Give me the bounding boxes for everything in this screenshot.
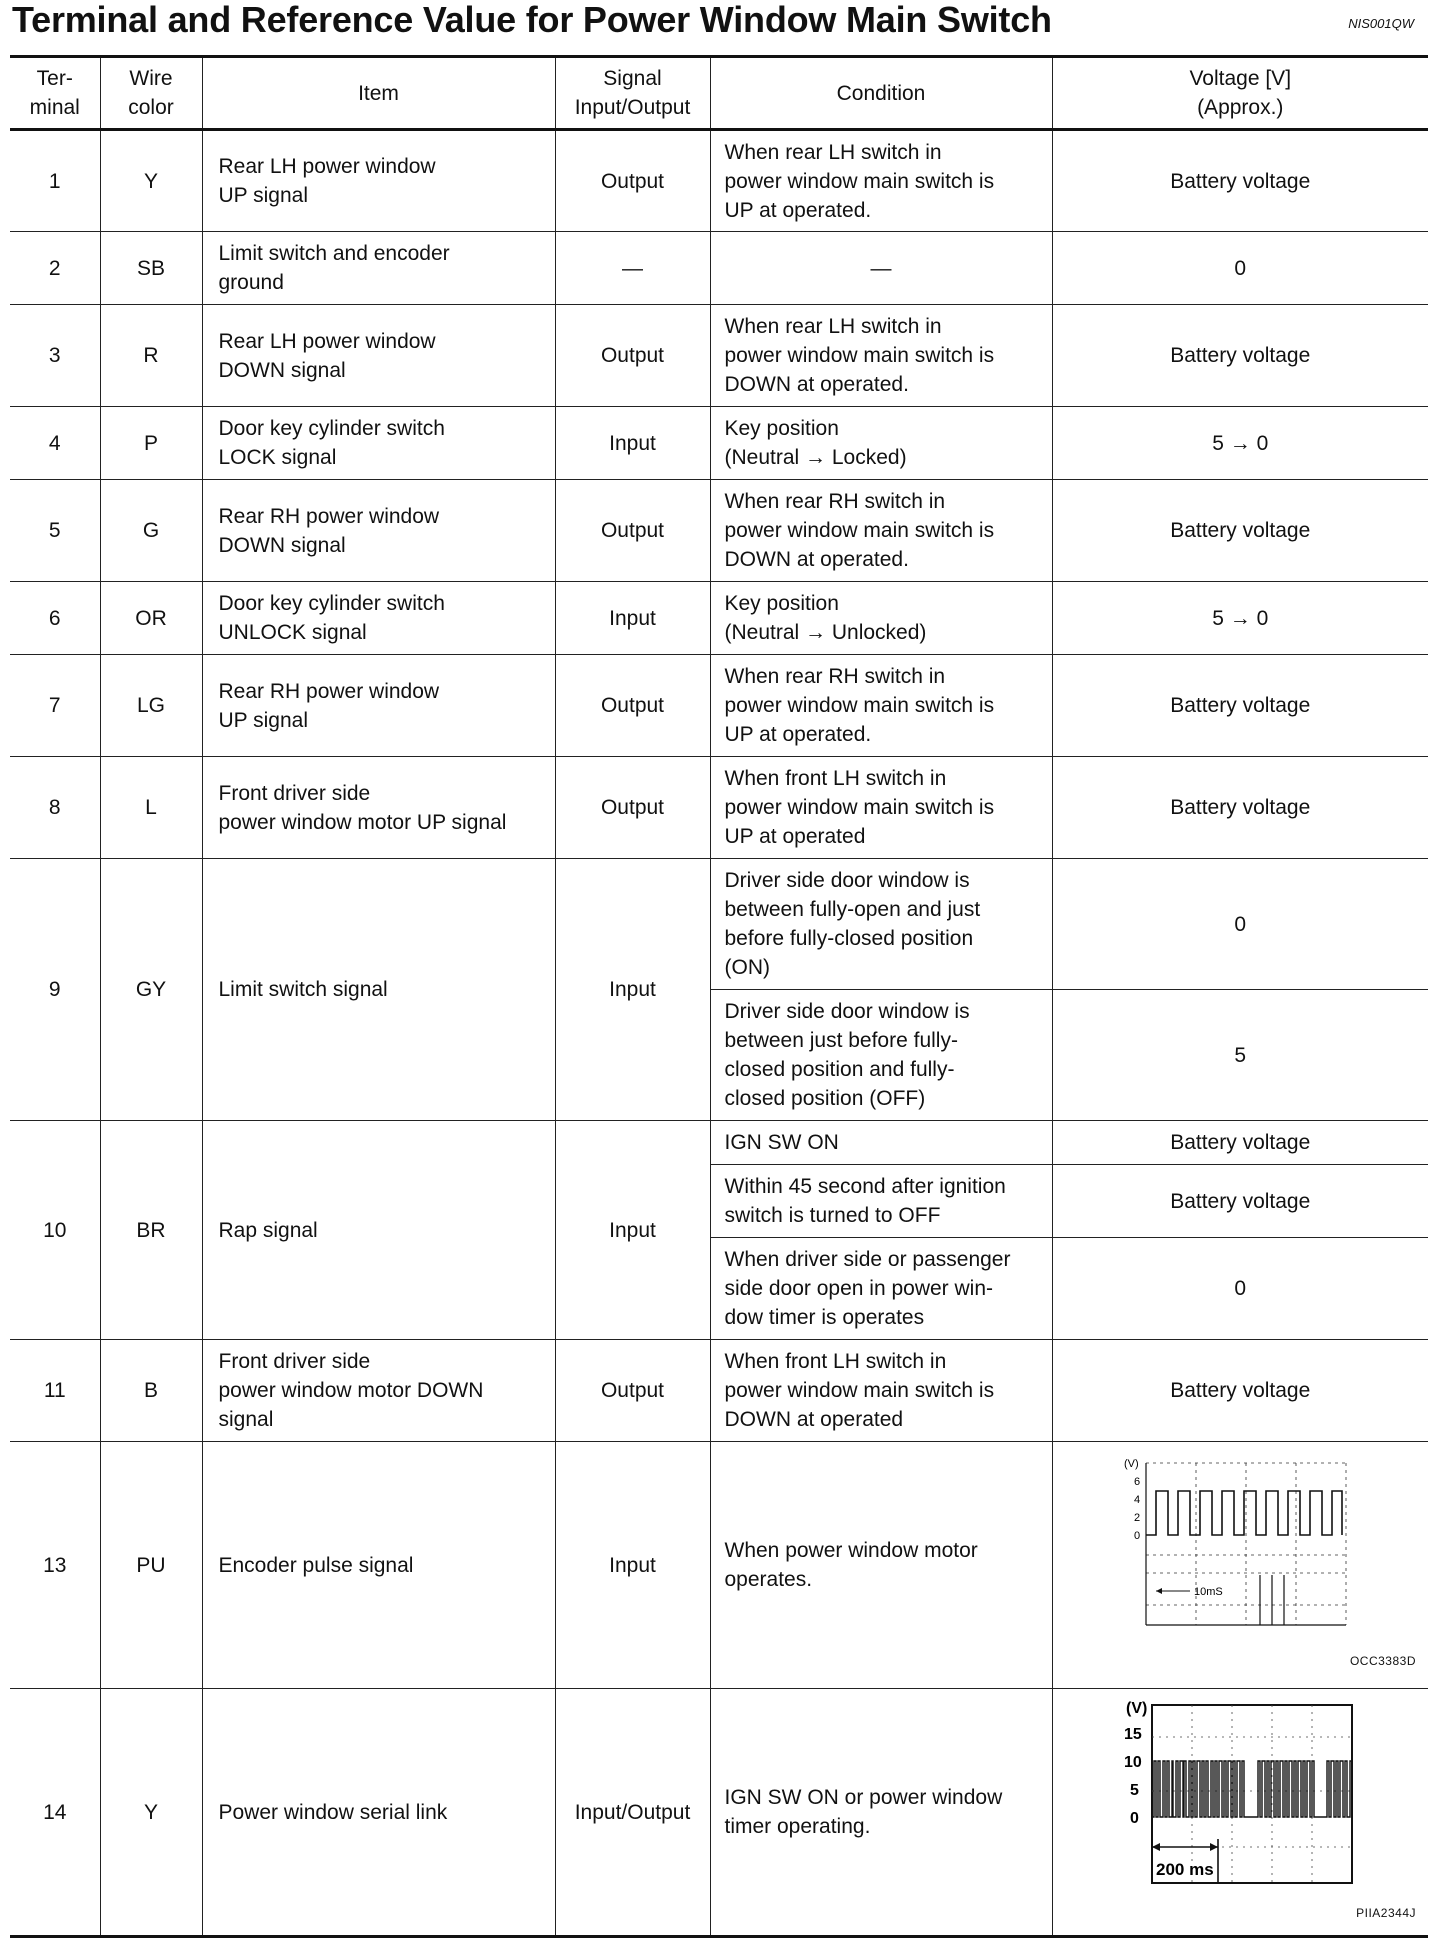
- table-row: [10, 1340, 1428, 1442]
- cell-condition: When rear RH switch in power window main switch is UP at operated.: [710, 655, 1052, 757]
- cell-item: Limit switch signal: [202, 859, 555, 1121]
- cell-condition: Driver side door window is between just before fully- closed position and fully- closed position (OFF): [710, 990, 1052, 1121]
- cell-voltage: 0: [1052, 232, 1428, 305]
- cell-item: Rear RH power window DOWN signal: [202, 480, 555, 582]
- waveform-trace: [1152, 1761, 1352, 1817]
- cell-condition: When power window motor operates.: [710, 1442, 1052, 1689]
- waveform-tick: 0: [1134, 1529, 1141, 1542]
- table-row: [10, 407, 1428, 480]
- cell-signal: Output: [555, 655, 710, 757]
- cell-voltage: 5 → 0: [1052, 407, 1428, 480]
- cell-condition: When rear LH switch in power window main switch is DOWN at operated.: [710, 305, 1052, 407]
- cell-item: Rap signal: [202, 1121, 555, 1340]
- cell-signal: Input: [555, 407, 710, 480]
- cell-voltage: Battery voltage: [1052, 480, 1428, 582]
- table-row: [10, 582, 1428, 655]
- cell-voltage-waveform: [1052, 1442, 1428, 1689]
- cell-terminal: 8: [10, 757, 100, 859]
- waveform-tick: 2: [1134, 1511, 1141, 1524]
- table-row: [10, 1442, 1428, 1689]
- cell-wire-color: GY: [100, 859, 202, 1121]
- cell-voltage: 0: [1052, 859, 1428, 990]
- cell-item: Power window serial link: [202, 1689, 555, 1937]
- cell-wire-color: Y: [100, 1689, 202, 1937]
- cell-wire-color: BR: [100, 1121, 202, 1340]
- cell-item: Door key cylinder switch LOCK signal: [202, 407, 555, 480]
- cell-signal: Input: [555, 859, 710, 1121]
- cell-condition: IGN SW ON: [710, 1121, 1052, 1165]
- waveform-unit: (V): [1126, 1699, 1148, 1717]
- cell-item: Rear LH power window DOWN signal: [202, 305, 555, 407]
- header-signal: Signal Input/Output: [555, 57, 710, 130]
- cell-wire-color: PU: [100, 1442, 202, 1689]
- cell-terminal: 5: [10, 480, 100, 582]
- cell-item: Rear LH power window UP signal: [202, 130, 555, 232]
- cell-voltage: Battery voltage: [1052, 130, 1428, 232]
- waveform-unit: (V): [1124, 1457, 1139, 1470]
- cell-signal: Output: [555, 1340, 710, 1442]
- cell-terminal: 11: [10, 1340, 100, 1442]
- cell-terminal: 13: [10, 1442, 100, 1689]
- cell-condition: Key position (Neutral → Locked): [710, 407, 1052, 480]
- header-condition: Condition: [710, 57, 1052, 130]
- cell-signal: Output: [555, 757, 710, 859]
- encoder-pulse-waveform: [1120, 1455, 1360, 1645]
- cell-terminal: 10: [10, 1121, 100, 1340]
- waveform-grid: [1152, 1705, 1352, 1883]
- table-row: [10, 305, 1428, 407]
- cell-condition: When rear RH switch in power window main switch is DOWN at operated.: [710, 480, 1052, 582]
- cell-item: Rear RH power window UP signal: [202, 655, 555, 757]
- cell-signal: —: [555, 232, 710, 305]
- cell-condition: Within 45 second after ignition switch is turned to OFF: [710, 1165, 1052, 1238]
- cell-voltage: Battery voltage: [1052, 1121, 1428, 1165]
- cell-wire-color: LG: [100, 655, 202, 757]
- cell-item: Door key cylinder switch UNLOCK signal: [202, 582, 555, 655]
- cell-voltage: 5 → 0: [1052, 582, 1428, 655]
- table-row: [10, 757, 1428, 859]
- cell-terminal: 3: [10, 305, 100, 407]
- cell-condition: Driver side door window is between fully-open and just before fully-closed position (ON): [710, 859, 1052, 990]
- cell-terminal: 4: [10, 407, 100, 480]
- waveform-frame: [1152, 1705, 1352, 1883]
- waveform-trace: [1146, 1491, 1342, 1535]
- cell-voltage: Battery voltage: [1052, 655, 1428, 757]
- cell-terminal: 7: [10, 655, 100, 757]
- cell-terminal: 1: [10, 130, 100, 232]
- cell-item: Front driver side power window motor DOWN signal: [202, 1340, 555, 1442]
- cell-signal: Input/Output: [555, 1689, 710, 1937]
- header-voltage: Voltage [V] (Approx.): [1052, 57, 1428, 130]
- cell-terminal: 9: [10, 859, 100, 1121]
- cell-condition: IGN SW ON or power window timer operating.: [710, 1689, 1052, 1937]
- cell-wire-color: Y: [100, 130, 202, 232]
- cell-item: Limit switch and encoder ground: [202, 232, 555, 305]
- cell-terminal: 14: [10, 1689, 100, 1937]
- terminal-table: [10, 55, 1428, 1938]
- waveform-tick: 10: [1124, 1753, 1143, 1771]
- header-terminal: Ter- minal: [10, 57, 100, 130]
- cell-condition: Key position (Neutral → Unlocked): [710, 582, 1052, 655]
- waveform-code: OCC3383D: [1349, 1653, 1416, 1668]
- cell-condition: When rear LH switch in power window main switch is UP at operated.: [710, 130, 1052, 232]
- header-wire-color: Wire color: [100, 57, 202, 130]
- table-row: [10, 480, 1428, 582]
- cell-condition: When front LH switch in power window main switch is DOWN at operated: [710, 1340, 1052, 1442]
- cell-signal: Output: [555, 130, 710, 232]
- cell-condition: When driver side or passenger side door open in power win- dow timer is operates: [710, 1238, 1052, 1340]
- cell-item: Front driver side power window motor UP signal: [202, 757, 555, 859]
- cell-signal: Input: [555, 582, 710, 655]
- waveform-tick: 6: [1134, 1475, 1141, 1488]
- cell-signal: Output: [555, 480, 710, 582]
- reference-code: NIS001QW: [1348, 16, 1414, 31]
- waveform-grid: [1146, 1463, 1346, 1625]
- title-row: [10, 0, 1428, 52]
- waveform-time-label: 10mS: [1194, 1585, 1223, 1598]
- cell-voltage-waveform: [1052, 1689, 1428, 1937]
- cell-signal: Output: [555, 305, 710, 407]
- waveform-tick: 5: [1130, 1781, 1140, 1799]
- waveform-tick: 15: [1124, 1725, 1143, 1743]
- cell-wire-color: B: [100, 1340, 202, 1442]
- cell-signal: Input: [555, 1442, 710, 1689]
- header-row: [10, 57, 1428, 130]
- cell-voltage: 5: [1052, 990, 1428, 1121]
- waveform-code: PIIA2344J: [1356, 1905, 1416, 1920]
- page-title: Terminal and Reference Value for Power Window Main Switch: [12, 0, 1052, 40]
- cell-voltage: Battery voltage: [1052, 305, 1428, 407]
- cell-item: Encoder pulse signal: [202, 1442, 555, 1689]
- cell-condition: —: [710, 232, 1052, 305]
- cell-voltage: Battery voltage: [1052, 757, 1428, 859]
- table-row: [10, 130, 1428, 232]
- table-row: [10, 1689, 1428, 1937]
- page: [10, 0, 1428, 1920]
- cell-voltage: 0: [1052, 1238, 1428, 1340]
- table-row: [10, 655, 1428, 757]
- cell-wire-color: SB: [100, 232, 202, 305]
- waveform-tick: 4: [1134, 1493, 1141, 1506]
- cell-voltage: Battery voltage: [1052, 1165, 1428, 1238]
- cell-wire-color: P: [100, 407, 202, 480]
- cell-wire-color: G: [100, 480, 202, 582]
- waveform-tick: 0: [1130, 1809, 1140, 1827]
- cell-wire-color: L: [100, 757, 202, 859]
- cell-signal: Input: [555, 1121, 710, 1340]
- cell-voltage: Battery voltage: [1052, 1340, 1428, 1442]
- header-item: Item: [202, 57, 555, 130]
- cell-wire-color: OR: [100, 582, 202, 655]
- table-row: [10, 232, 1428, 305]
- table-row: [10, 1121, 1428, 1165]
- cell-wire-color: R: [100, 305, 202, 407]
- waveform-time-label: 200 ms: [1156, 1859, 1214, 1879]
- cell-condition: When front LH switch in power window main switch is UP at operated: [710, 757, 1052, 859]
- cell-terminal: 6: [10, 582, 100, 655]
- table-row: [10, 859, 1428, 990]
- serial-link-waveform: [1120, 1697, 1360, 1897]
- cell-terminal: 2: [10, 232, 100, 305]
